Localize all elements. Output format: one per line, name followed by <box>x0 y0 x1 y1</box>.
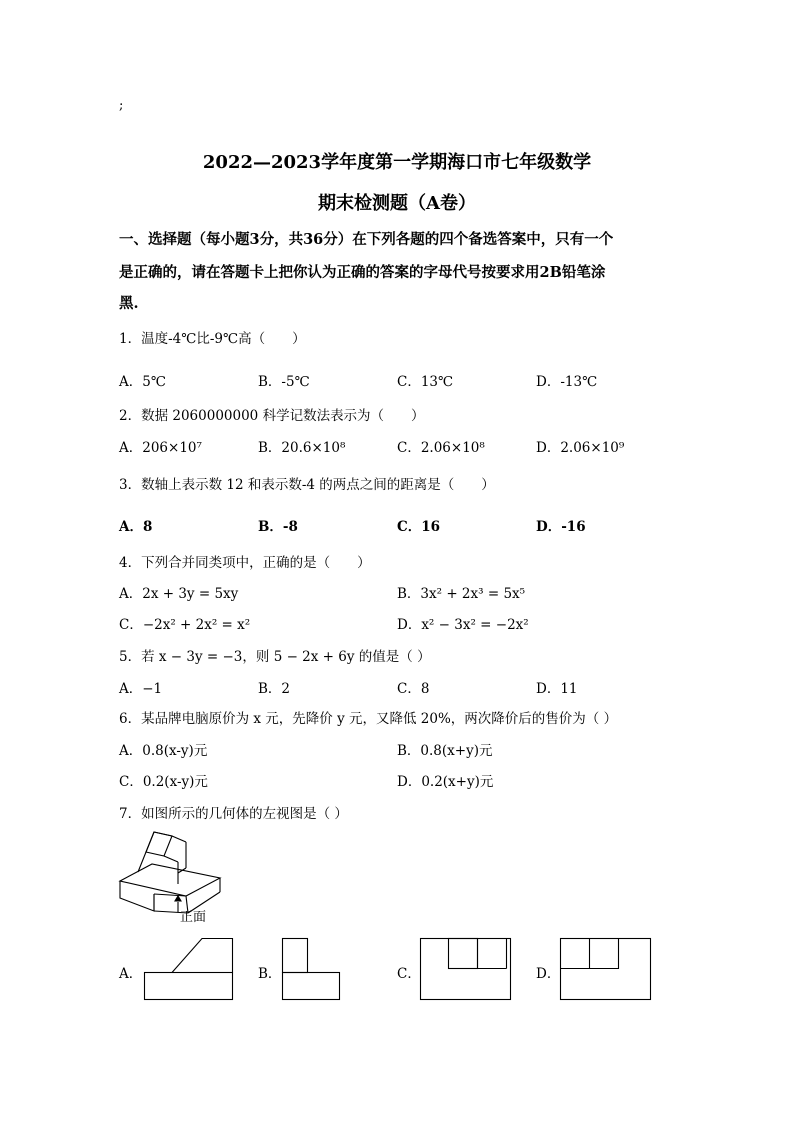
question-2-option-b: B．20.6×10⁸ <box>258 440 346 456</box>
question-5-option-c: C．8 <box>397 681 430 697</box>
question-3-option-a: A．8 <box>119 519 153 535</box>
question-4-option-c: C．−2x² + 2x² = x² <box>119 617 251 633</box>
question-3-option-d: D．-16 <box>536 519 586 535</box>
question-7-stem: 7．如图所示的几何体的左视图是（ ） <box>119 806 348 822</box>
question-1-option-a: A．5℃ <box>119 374 166 390</box>
stray-mark: ; <box>119 98 124 113</box>
section-instruction-line-3: 黑. <box>119 295 139 312</box>
section-instruction-line-1: 一、选择题（每小题3分，共36分）在下列各题的四个备选答案中，只有一个 <box>119 231 614 248</box>
question-4-option-d: D．x² − 3x² = −2x² <box>397 617 529 633</box>
question-5-stem: 5．若 x − 3y = −3，则 5 − 2x + 6y 的值是（ ） <box>119 649 431 665</box>
question-3-option-b: B．-8 <box>258 519 298 535</box>
question-1-option-c: C．13℃ <box>397 374 454 390</box>
question-7-option-d: D． <box>536 966 561 982</box>
question-6-option-b: B．0.8(x+y)元 <box>397 743 493 759</box>
question-6-option-d: D．0.2(x+y)元 <box>397 774 494 790</box>
question-4-stem: 4．下列合并同类项中，正确的是（ ） <box>119 555 371 571</box>
question-6-option-c: C．0.2(x-y)元 <box>119 774 208 790</box>
option-b-view-drawing <box>282 938 342 1001</box>
question-1-option-b: B．-5℃ <box>258 374 310 390</box>
question-3-stem: 3．数轴上表示数 12 和表示数-4 的两点之间的距离是（ ） <box>119 477 495 493</box>
question-2-stem: 2．数据 2060000000 科学记数法表示为（ ） <box>119 408 425 424</box>
solid-figure <box>116 826 226 926</box>
question-5-option-b: B．2 <box>258 681 291 697</box>
option-a-view-drawing <box>144 938 234 1001</box>
section-instruction-line-2: 是正确的，请在答题卡上把你认为正确的答案的字母代号按要求用2B铅笔涂 <box>119 264 606 281</box>
question-6-option-a: A．0.8(x-y)元 <box>119 743 208 759</box>
option-d-view-drawing <box>560 938 652 1001</box>
exam-title: 2022—2023学年度第一学期海口市七年级数学 <box>202 152 592 173</box>
question-3-option-c: C．16 <box>397 519 441 535</box>
question-5-option-d: D．11 <box>536 681 578 697</box>
question-5-option-a: A．−1 <box>119 681 163 697</box>
front-view-label: 正面 <box>180 910 207 925</box>
question-4-option-b: B．3x² + 2x³ = 5x⁵ <box>397 586 526 602</box>
question-7-option-c: C． <box>397 966 421 982</box>
question-1-option-d: D．-13℃ <box>536 374 598 390</box>
question-2-option-a: A．206×10⁷ <box>119 440 202 456</box>
question-6-stem: 6．某品牌电脑原价为 x 元，先降价 y 元，又降低 20%，两次降价后的售价为（ ） <box>119 711 618 727</box>
question-2-option-d: D．2.06×10⁹ <box>536 440 625 456</box>
question-7-option-a: A． <box>119 966 143 982</box>
question-7-option-b: B． <box>258 966 282 982</box>
question-2-option-c: C．2.06×10⁸ <box>397 440 485 456</box>
exam-subtitle: 期末检测题（A卷） <box>318 193 476 214</box>
question-4-option-a: A．2x + 3y = 5xy <box>119 586 239 602</box>
question-1-stem: 1．温度-4℃比-9℃高（ ） <box>119 331 306 347</box>
option-c-view-drawing <box>420 938 512 1001</box>
